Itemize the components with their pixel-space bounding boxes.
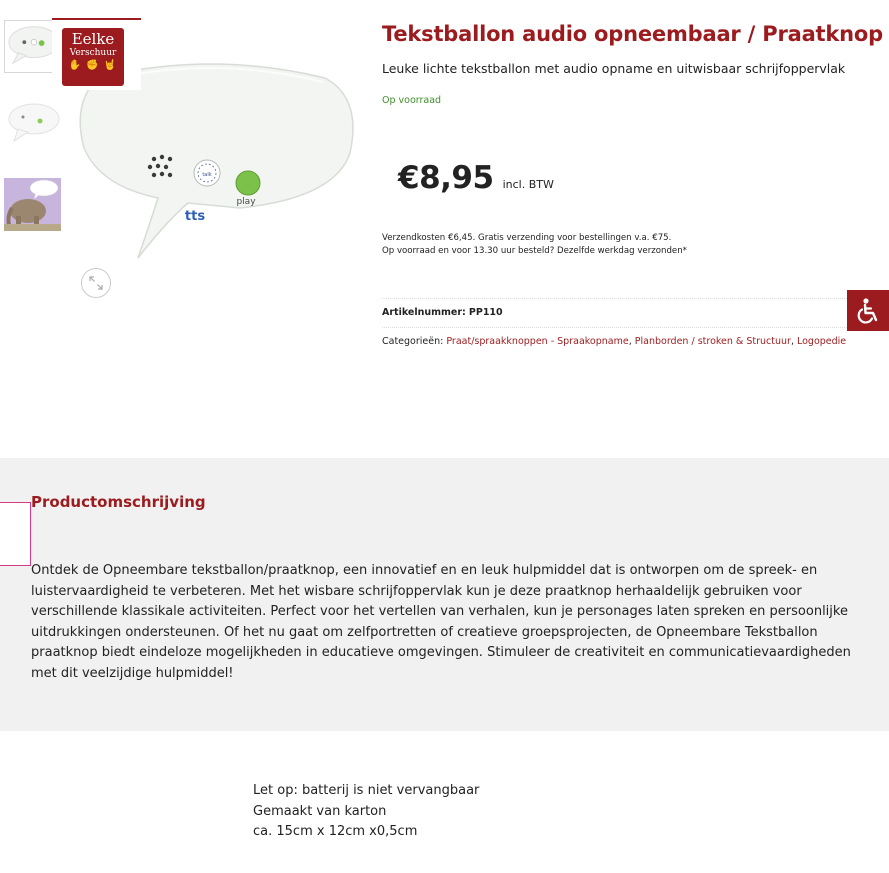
categories-label: Categorieën: bbox=[382, 336, 444, 347]
elephant-thumb-image bbox=[4, 178, 61, 231]
play-label: play bbox=[236, 197, 256, 207]
price-row bbox=[382, 160, 879, 196]
category-link-praatknoppen[interactable]: Praat/spraakknoppen - Spraakopname bbox=[446, 336, 629, 347]
sku-value: PP110 bbox=[468, 307, 503, 318]
category-link-logopedie[interactable]: Logopedie bbox=[796, 336, 847, 347]
stock-status: Op voorraad bbox=[382, 95, 442, 106]
sku-row bbox=[382, 299, 879, 328]
product-specs bbox=[253, 781, 479, 843]
product-summary bbox=[382, 20, 883, 356]
zoom-button[interactable] bbox=[81, 268, 111, 298]
speech-bubble-alt-thumb-image bbox=[4, 99, 61, 152]
brand-name-line2: Verschuur bbox=[69, 48, 117, 58]
sku-label: Artikelnummer: bbox=[382, 307, 466, 318]
spec-material: Gemaakt van karton bbox=[253, 803, 387, 819]
brand-logo[interactable] bbox=[62, 28, 124, 86]
side-feedback-tab[interactable] bbox=[0, 502, 31, 566]
thumbnail-elephant[interactable] bbox=[4, 178, 61, 231]
spec-dimensions: ca. 15cm x 12cm x0,5cm bbox=[253, 824, 418, 839]
wheelchair-icon bbox=[853, 296, 883, 326]
description-text: Ontdek de Opneembare tekstballon/praatknop, een innovatief en en leuk hulpmiddel dat is ontworpen om de spreek- en luistervaardigheid te verbeteren. Met het wisbare schrijfoppervlak kun je deze praatknop herhaaldelijk gebruiken voor verschillende klassikale activiteiten. Perfect voor het vertellen van verhalen, kun je personages laten spreken en persoonlijke uitdrukkingen ondersteunen. Of het nu gaat om zelfportretten of creatieve groepsprojecten, de Opneembare Tekstballon praatknop biedt eindeloze mogelijkheden in educatieve omgevingen. Stimuleer de creativiteit en communicatievaardigheden met dit veelzijdige hulpmiddel! bbox=[31, 563, 851, 681]
product-subtitle: Leuke lichte tekstballon met audio opname en uitwisbaar schrijfoppervlak bbox=[382, 61, 846, 76]
thumbnail-speech-bubble-alt[interactable] bbox=[4, 99, 61, 152]
brand-name-line1: Eelke bbox=[71, 30, 115, 48]
shipping-cost-line: Verzendkosten €6,45. Gratis verzending voor bestellingen v.a. €75. bbox=[382, 233, 672, 243]
product-title: Tekstballon audio opneembaar / Praatknop bbox=[382, 22, 883, 46]
tts-logo: tts bbox=[184, 209, 206, 224]
talk-label: talk bbox=[202, 172, 212, 178]
description-title: Productomschrijving bbox=[31, 493, 206, 511]
categories-row: Categorieën: Praat/spraakknoppen - Spraakopname, Planborden / stroken & Structuur, Logopedie bbox=[382, 336, 847, 347]
spec-battery: Let op: batterij is niet vervangbaar bbox=[253, 783, 480, 798]
expand-icon bbox=[89, 276, 103, 290]
accessibility-button[interactable] bbox=[847, 290, 889, 331]
brand-hand-signs: ✋ ✊ 🤘 bbox=[68, 60, 118, 71]
vat-label: incl. BTW bbox=[502, 178, 554, 191]
category-link-planborden[interactable]: Planborden / stroken & Structuur bbox=[634, 336, 791, 347]
shipping-delivery-line: Op voorraad en voor 13.30 uur besteld? Dezelfde werkdag verzonden* bbox=[382, 246, 687, 256]
shipping-info bbox=[382, 232, 879, 258]
product-price: €8,95 bbox=[398, 160, 494, 196]
brand-logo-badge bbox=[52, 18, 141, 90]
product-meta bbox=[382, 298, 879, 356]
